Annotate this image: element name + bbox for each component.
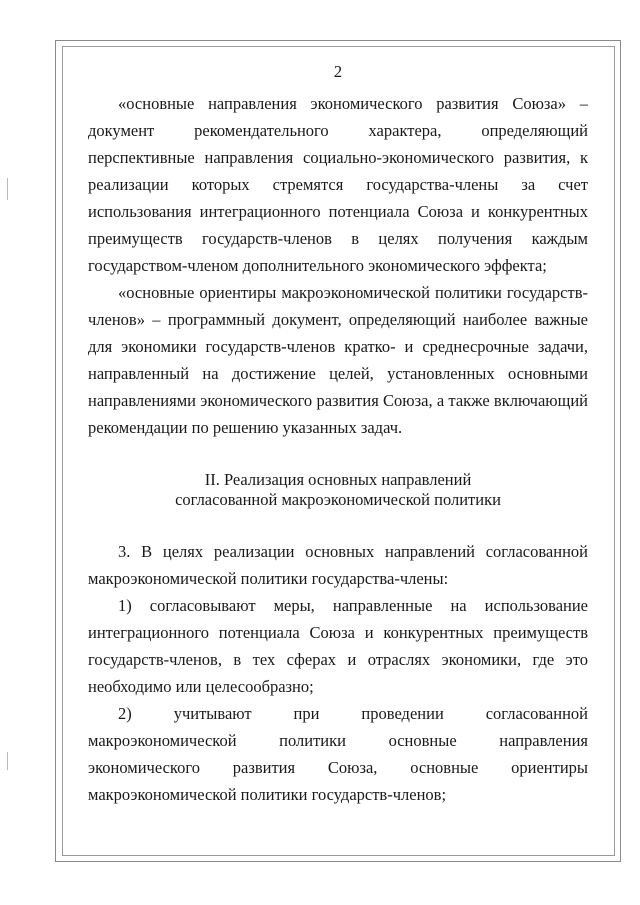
section-heading-line2: согласованной макроэкономической политики xyxy=(175,490,501,509)
page-number: 2 xyxy=(333,62,343,81)
paragraph-definition-guidelines: «основные ориентиры макроэкономической политики государств-членов» – программный документ, определяющий наиболее важные для экономики государств-членов кратко- и среднесрочные задачи, направленный на достижение целей, установленных основными направлениями экономического развития Союза, а также включающий рекомендации по решению указанных задач. xyxy=(88,283,588,437)
scan-artifact-mark xyxy=(7,178,8,200)
section-heading-line1: II. Реализация основных направлений xyxy=(204,470,472,489)
section-heading xyxy=(88,470,588,510)
paragraph-definition-directions: «основные направления экономического развития Союза» – документ рекомендательного характера, определяющий перспективные направления социально-экономического развития, к реализации которых стремятся государства-члены за счет использования интеграционного потенциала Союза и конкурентных преимуществ государств-членов в целях получения каждым государством-членом дополнительного экономического эффекта; xyxy=(88,94,588,275)
paragraph-subitem-1: 1) согласовывают меры, направленные на использование интеграционного потенциала Союза и конкурентных преимуществ государств-членов, в тех сферах и отраслях экономики, где это необходимо или целесообразно; xyxy=(88,596,588,696)
paragraph-subitem-2: 2) учитывают при проведении согласованной макроэкономической политики основные направления экономического развития Союза, основные ориентиры макроэкономической политики государств-членов; xyxy=(88,704,588,804)
paragraph-item-3: 3. В целях реализации основных направлений согласованной макроэкономической политики государства-члены: xyxy=(88,542,588,588)
document-body xyxy=(88,60,588,808)
scan-artifact-mark xyxy=(7,752,8,770)
